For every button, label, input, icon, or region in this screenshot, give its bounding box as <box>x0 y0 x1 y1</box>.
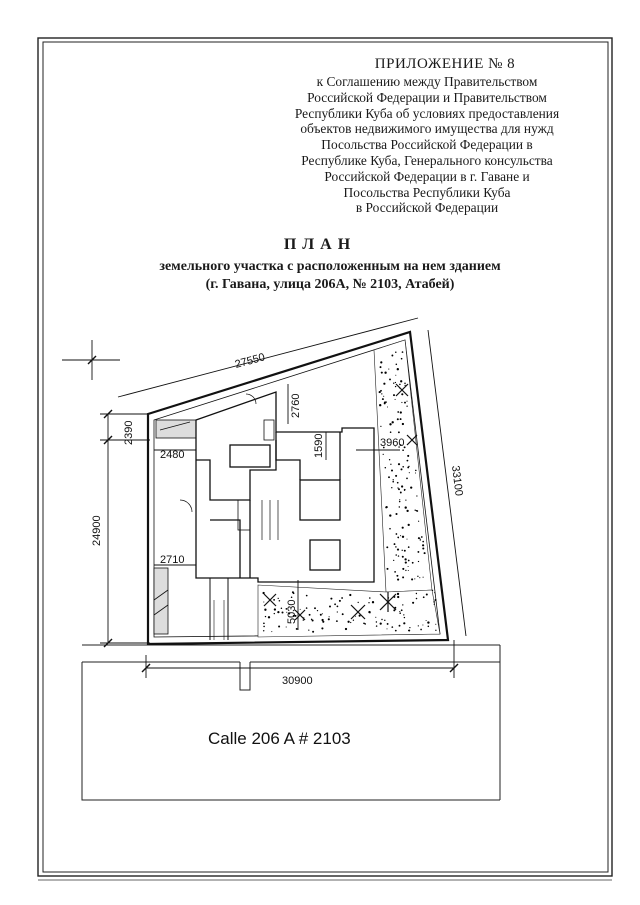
garden-dot <box>383 454 384 455</box>
garden-dot <box>279 600 281 602</box>
garden-dot <box>317 610 318 611</box>
garden-dot <box>416 510 417 511</box>
garden-dot <box>402 568 404 570</box>
annex-line: Российской Федерации в г. Гаване и <box>324 168 530 184</box>
garden-dot <box>349 594 351 596</box>
garden-dot <box>415 510 416 511</box>
annex-line: к Соглашению между Правительством <box>316 74 538 89</box>
garden-dot <box>386 546 388 548</box>
garden-dot <box>390 464 391 465</box>
garden-dot <box>398 537 399 538</box>
garden-dot <box>397 368 399 370</box>
garden-dot <box>402 423 404 425</box>
garden-dot <box>403 614 404 615</box>
garden-dot <box>407 539 408 540</box>
garden-dot <box>274 613 275 614</box>
garden-dot <box>309 614 311 616</box>
garden-dot <box>296 628 298 630</box>
garden-dot <box>390 431 392 433</box>
garden-dot <box>422 547 424 549</box>
garden-dot <box>281 607 283 609</box>
garden-dot <box>385 401 387 403</box>
garden-dot <box>268 616 270 618</box>
garden-dot <box>282 612 284 614</box>
garden-dot <box>388 476 390 478</box>
garden-dot <box>339 600 341 602</box>
garden-dot <box>407 455 409 457</box>
garden-dot <box>392 421 394 423</box>
garden-dot <box>398 463 400 465</box>
garden-dot <box>380 366 382 368</box>
garden-dot <box>398 555 399 556</box>
garden-dot <box>382 398 384 400</box>
garden-dot <box>395 513 397 515</box>
garden-dot <box>342 613 343 614</box>
garden-dot <box>389 528 391 530</box>
garden-dot <box>414 578 415 579</box>
garden-dot <box>395 382 396 383</box>
plan-title: ПЛАН <box>283 236 357 253</box>
garden-dot <box>376 625 377 626</box>
garden-dot <box>397 593 399 595</box>
dim-24900: 24900 <box>91 515 103 546</box>
garden-dot <box>300 609 301 610</box>
garden-dot <box>422 541 424 543</box>
garden-dot <box>376 621 377 622</box>
garden-dot <box>291 597 293 599</box>
garden-dot <box>350 622 351 623</box>
garden-dot <box>274 608 276 610</box>
garden-dot <box>380 426 381 427</box>
garden-dot <box>411 578 413 580</box>
garden-dot <box>426 593 428 595</box>
garden-dot <box>408 524 410 526</box>
dim-2480: 2480 <box>160 449 185 461</box>
garden-dot <box>306 607 308 609</box>
garden-dot <box>415 472 416 473</box>
garden-dot <box>387 623 389 625</box>
garden-dot <box>341 597 343 599</box>
garden-dot <box>408 466 409 467</box>
annex-line: Республики Куба об условиях предоставления <box>294 105 560 121</box>
dim-1590: 1590 <box>313 433 325 458</box>
garden-dot <box>398 431 400 433</box>
garden-dot <box>402 576 404 578</box>
garden-dot <box>422 544 424 546</box>
garden-dot <box>395 386 396 387</box>
garden-dot <box>384 372 386 374</box>
garden-dot <box>399 611 400 612</box>
garden-dot <box>334 603 336 605</box>
garden-dot <box>308 629 309 630</box>
garden-dot <box>391 487 392 488</box>
garden-dot <box>320 614 322 616</box>
garden-dot <box>406 406 407 407</box>
garden-dot <box>409 627 410 628</box>
garden-dot <box>372 601 374 603</box>
garden-dot <box>321 627 323 629</box>
dim-27550: 27550 <box>233 351 267 371</box>
garden-dot <box>396 364 398 366</box>
garden-dot <box>398 488 400 490</box>
dim-2710: 2710 <box>160 554 185 566</box>
garden-dot <box>408 570 409 571</box>
garden-dot <box>273 599 275 601</box>
garden-dot <box>427 621 429 623</box>
garden-dot <box>393 394 395 396</box>
garden-dot <box>418 625 419 626</box>
garden-dot <box>395 554 397 556</box>
annex-text <box>262 74 592 216</box>
garden-dot <box>400 380 402 382</box>
garden-dot <box>391 626 393 628</box>
garden-dot <box>401 393 403 395</box>
garden-dot <box>419 577 420 578</box>
garden-dot <box>322 613 323 614</box>
garden-dot <box>345 628 347 630</box>
garden-dot <box>329 606 331 608</box>
garden-dot <box>368 611 370 613</box>
annex-line: объектов недвижимого имущества для нужд <box>300 121 554 137</box>
garden-dot <box>406 401 407 402</box>
garden-dot <box>404 617 405 618</box>
garden-dot <box>395 546 397 548</box>
garden-dot <box>395 399 396 400</box>
street-label: Calle 206 A # 2103 <box>208 729 351 748</box>
garden-dot <box>379 391 381 393</box>
garden-dot <box>395 475 397 477</box>
garden-dot <box>395 630 397 632</box>
garden-dot <box>399 384 401 386</box>
garden-dot <box>400 418 402 420</box>
garden-dot <box>404 382 406 384</box>
garden-dot <box>408 630 409 631</box>
garden-dot <box>399 506 400 507</box>
garden-dot <box>385 506 387 508</box>
garden-dot <box>379 404 381 406</box>
garden-dot <box>423 577 424 578</box>
garden-dot <box>387 628 388 629</box>
garden-dot <box>397 411 399 413</box>
garden-dot <box>396 533 398 535</box>
garden-dot <box>397 549 399 551</box>
garden-dot <box>419 538 420 539</box>
garden-dot <box>402 527 404 529</box>
garden-dot <box>402 351 404 353</box>
garden-dot <box>397 418 399 420</box>
garden-dot <box>416 598 418 600</box>
annex-line: Посольства Российской Федерации в <box>321 137 533 153</box>
garden-dot <box>404 550 406 552</box>
garden-dot <box>422 624 423 625</box>
garden-dot <box>336 620 338 622</box>
garden-dot <box>337 606 339 608</box>
garden-dot <box>314 607 316 609</box>
garden-dot <box>387 406 388 407</box>
garden-dot <box>358 602 359 603</box>
garden-dot <box>383 383 385 385</box>
garden-dot <box>380 361 382 363</box>
garden-dot <box>406 510 408 512</box>
garden-dot <box>400 411 402 413</box>
garden-dot <box>397 579 399 581</box>
garden-dot <box>393 383 394 384</box>
garden-dot <box>434 592 435 593</box>
garden-dot <box>435 630 436 631</box>
garden-dot <box>322 621 324 623</box>
garden-dot <box>389 459 390 460</box>
dim-33100: 33100 <box>449 464 465 497</box>
garden-dot <box>337 611 338 612</box>
garden-dot <box>421 536 423 538</box>
garden-dot <box>368 602 369 603</box>
plan-address-subtitle: (г. Гавана, улица 206А, № 2103, Атабей) <box>205 277 455 292</box>
garden-dot <box>400 535 401 536</box>
garden-dot <box>394 571 396 573</box>
garden-dot <box>347 621 349 623</box>
garden-dot <box>278 625 280 627</box>
garden-dot <box>385 467 386 468</box>
garden-dot <box>392 481 394 483</box>
garden-dot <box>402 604 403 605</box>
garden-dot <box>401 358 403 360</box>
annex-line: в Российской Федерации <box>355 200 499 216</box>
garden-dot <box>391 355 393 357</box>
plan-subtitle: земельного участка с расположенным на нем зданием <box>159 259 501 274</box>
garden-dot <box>381 619 382 620</box>
garden-dot <box>428 626 430 628</box>
garden-dot <box>263 626 265 628</box>
garden-dot <box>405 570 406 571</box>
garden-dot <box>404 402 406 404</box>
garden-dot <box>353 620 354 621</box>
garden-dot <box>399 625 401 627</box>
garden-dot <box>403 622 405 624</box>
garden-dot <box>435 599 437 601</box>
garden-dot <box>401 402 402 403</box>
garden-dot <box>423 596 425 598</box>
garden-dot <box>399 612 401 614</box>
garden-dot <box>388 369 389 370</box>
garden-dot <box>292 591 294 593</box>
garden-dot <box>408 546 410 548</box>
garden-dot <box>303 619 304 620</box>
garden-dot <box>432 590 433 591</box>
garden-dot <box>380 622 382 624</box>
garden-dot <box>375 617 376 618</box>
garden-dot <box>401 609 403 611</box>
garden-dot <box>412 602 414 604</box>
garden-dot <box>384 620 385 621</box>
garden-dot <box>420 539 422 541</box>
garden-dot <box>355 616 356 617</box>
garden-dot <box>263 630 264 631</box>
garden-dot <box>405 562 407 564</box>
garden-dot <box>420 629 422 631</box>
garden-dot <box>412 562 414 564</box>
garden-dot <box>393 479 394 480</box>
garden-dot <box>397 596 399 598</box>
garden-dot <box>286 626 287 627</box>
garden-dot <box>363 622 365 624</box>
annex-line: Посольства Республики Куба <box>343 184 511 200</box>
dim-30900: 30900 <box>282 675 313 687</box>
garden-dot <box>400 492 402 494</box>
garden-dot <box>405 500 406 501</box>
garden-dot <box>328 618 330 620</box>
annex-line: Российской Федерации и Правительством <box>307 89 547 105</box>
garden-dot <box>389 514 391 516</box>
dim-2760: 2760 <box>290 393 302 418</box>
annex-line: Республике Куба, Генерального консульства <box>301 152 553 168</box>
garden-dot <box>401 485 403 487</box>
garden-dot <box>435 624 436 625</box>
garden-dot <box>264 609 266 611</box>
garden-dot <box>265 616 266 617</box>
garden-dot <box>408 560 410 562</box>
garden-dot <box>395 351 396 352</box>
garden-dot <box>418 561 419 562</box>
garden-dot <box>415 470 417 472</box>
garden-dot <box>418 521 419 522</box>
garden-dot <box>397 482 399 484</box>
garden-dot <box>404 490 405 491</box>
garden-dot <box>402 536 404 538</box>
garden-dot <box>383 396 384 397</box>
garden-dot <box>426 620 427 621</box>
dim-3960: 3960 <box>380 437 405 449</box>
garden-dot <box>329 616 330 617</box>
garden-dot <box>417 576 418 577</box>
garden-dot <box>395 375 396 376</box>
annex-title: ПРИЛОЖЕНИЕ № 8 <box>374 56 516 72</box>
garden-dot <box>417 551 419 553</box>
garden-dot <box>381 393 382 394</box>
garden-dot <box>402 449 404 451</box>
garden-dot <box>409 472 410 473</box>
garden-dot <box>277 611 279 613</box>
garden-dot <box>389 423 391 425</box>
garden-dot <box>263 622 265 624</box>
garden-dot <box>393 560 394 561</box>
garden-dot <box>402 556 404 558</box>
garden-dot <box>407 460 409 462</box>
garden-dot <box>408 566 409 567</box>
garden-area <box>258 340 440 637</box>
garden-dot <box>330 598 332 600</box>
garden-dot <box>312 631 314 633</box>
garden-dot <box>278 598 279 599</box>
garden-dot <box>396 575 398 577</box>
garden-dot <box>399 499 400 500</box>
garden-dot <box>263 601 264 602</box>
garden-dot <box>399 501 400 502</box>
garden-dot <box>394 543 396 545</box>
garden-dot <box>386 568 388 570</box>
garden-dot <box>434 603 435 604</box>
garden-dot <box>424 552 426 554</box>
garden-dot <box>401 468 403 470</box>
dim-5030: 5030 <box>286 599 298 624</box>
garden-dot <box>389 378 391 380</box>
garden-dot <box>405 506 407 508</box>
garden-dot <box>410 486 412 488</box>
garden-dot <box>402 550 403 551</box>
garden-dot <box>271 631 272 632</box>
garden-dot <box>311 619 312 620</box>
garden-dot <box>406 478 408 480</box>
garden-dot <box>381 372 383 374</box>
garden-dot <box>433 601 435 603</box>
dim-2390: 2390 <box>123 420 135 445</box>
garden-dot <box>369 597 371 599</box>
garden-dot <box>402 466 404 468</box>
garden-dot <box>416 593 417 594</box>
garden-dot <box>404 558 406 560</box>
garden-dot <box>306 595 308 597</box>
garden-dot <box>391 469 393 471</box>
garden-dot <box>416 495 417 496</box>
